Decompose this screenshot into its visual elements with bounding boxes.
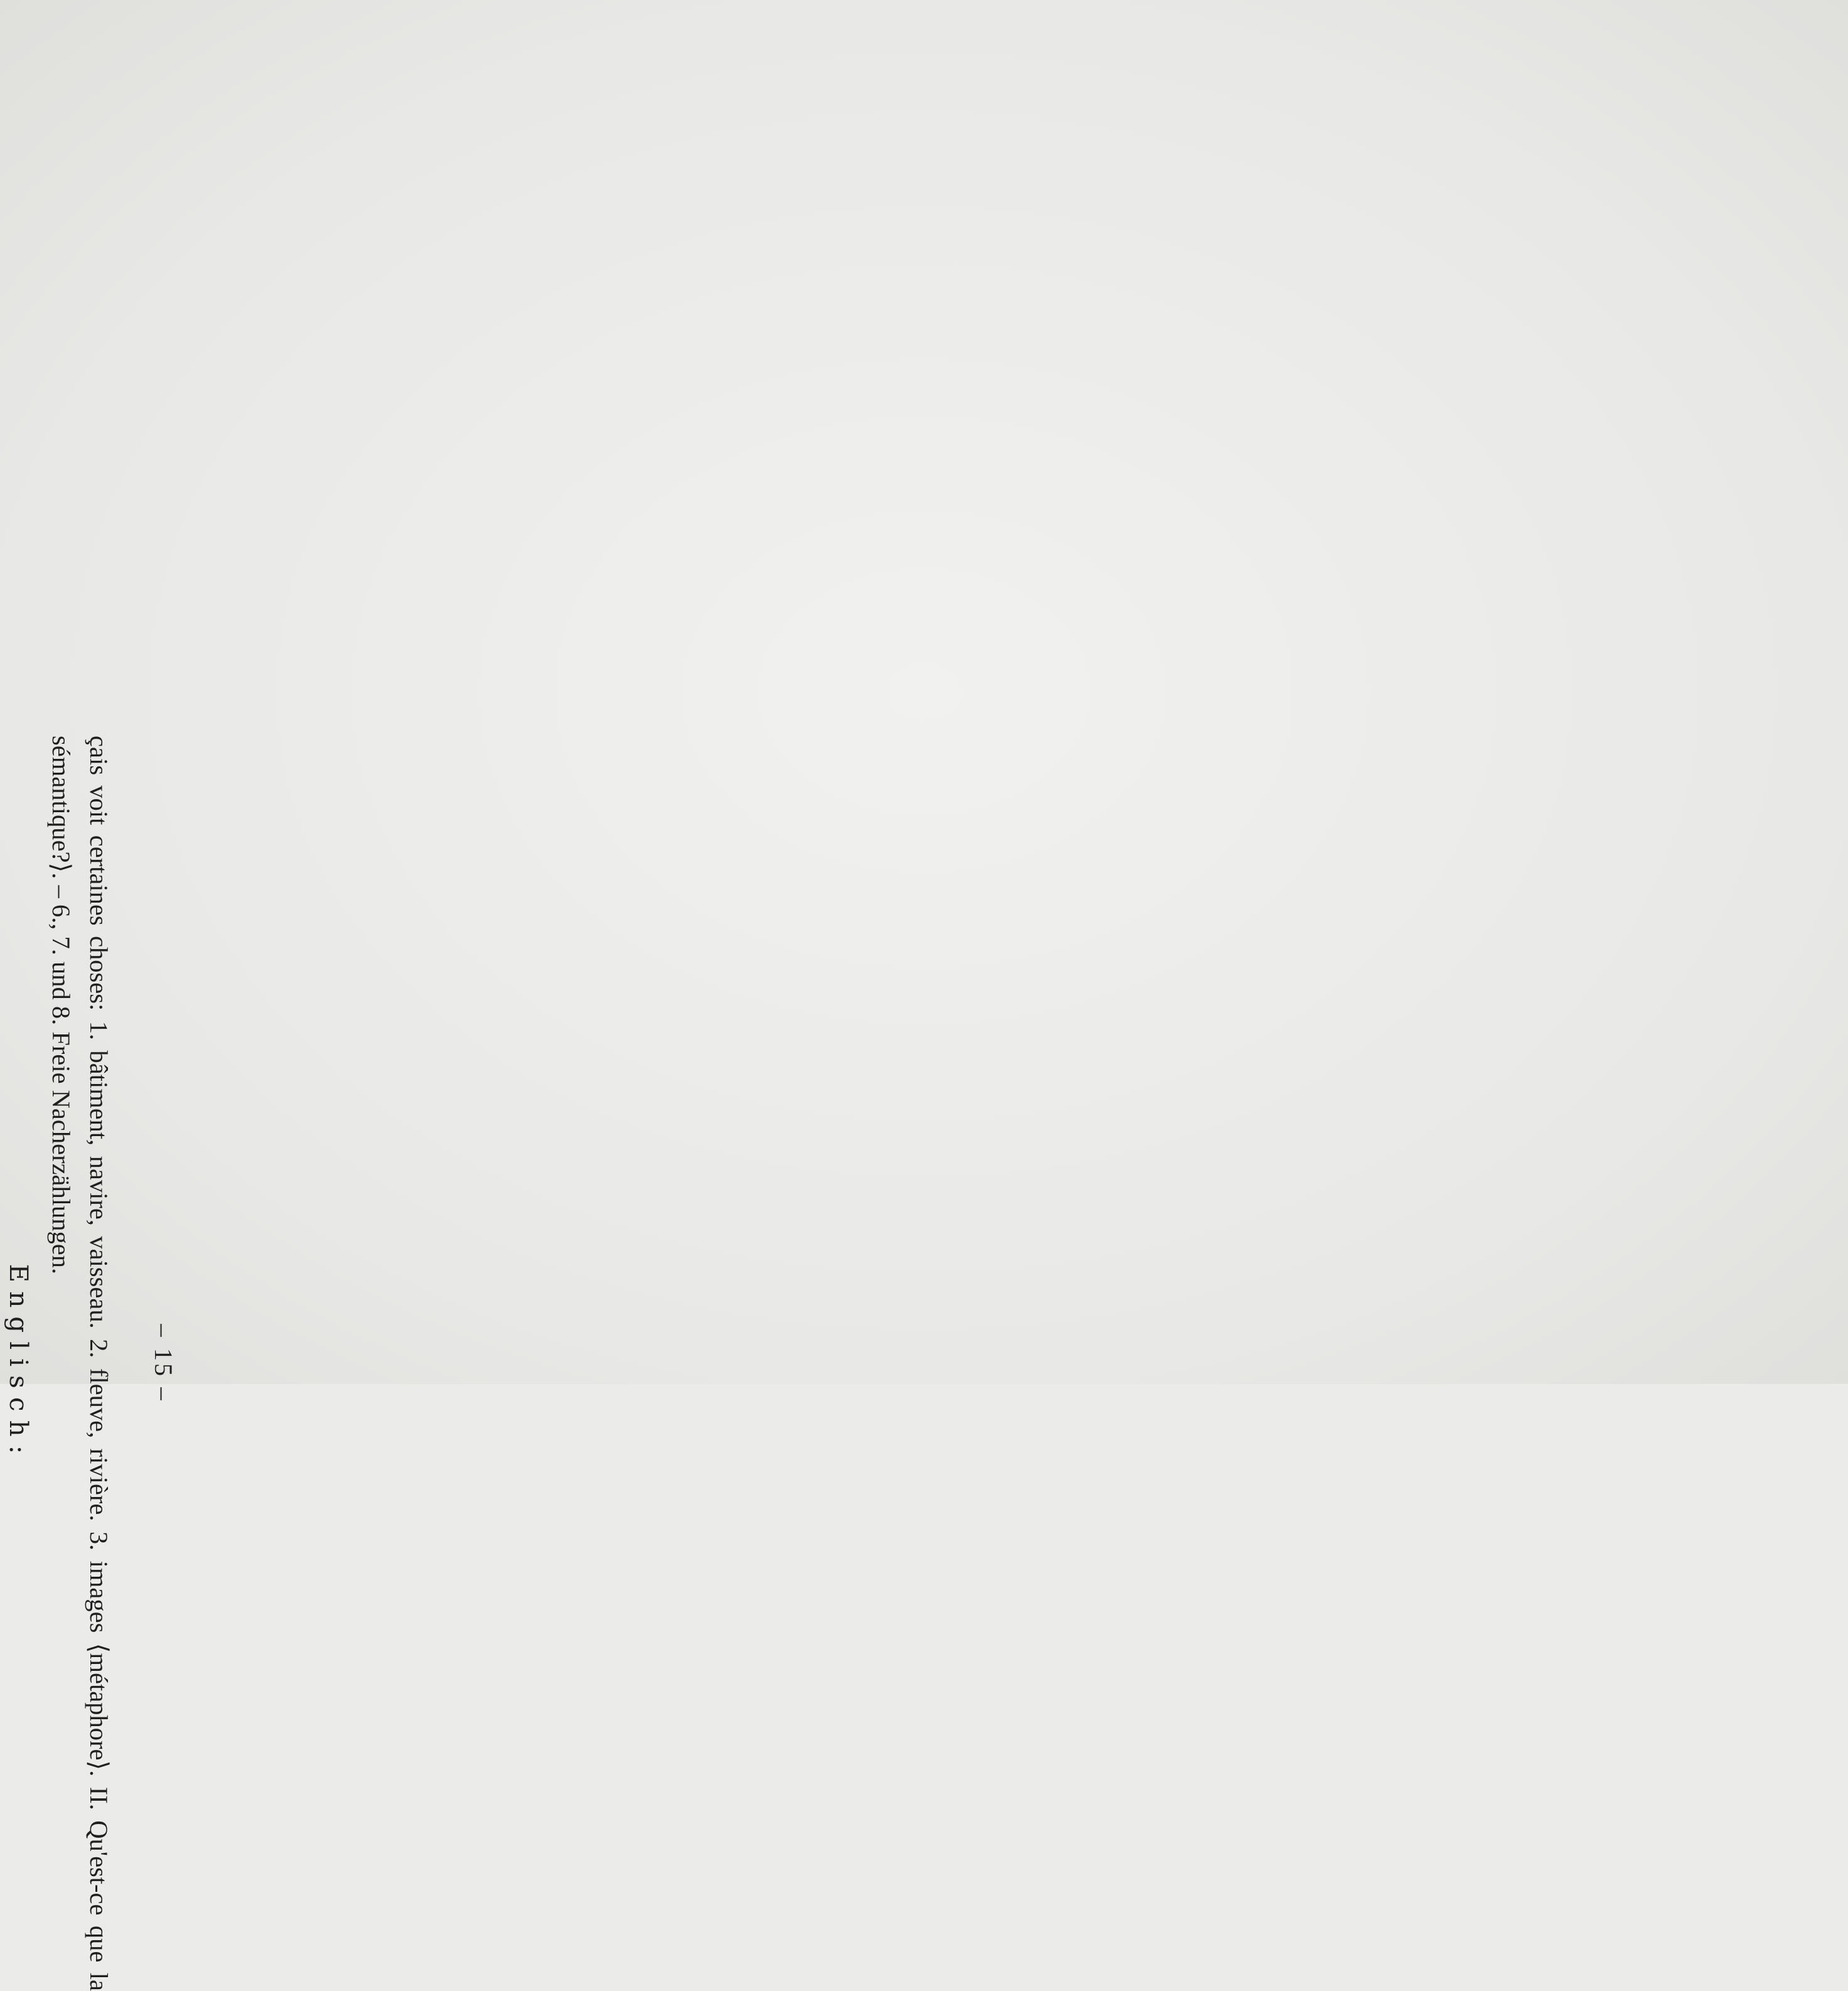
page-text-block (0, 736, 182, 1991)
page-number: – 15 – (149, 1324, 178, 1403)
english-heading-1: Englisch: (4, 1264, 35, 1463)
intro-paragraph: çais voit certaines choses: 1. bâtiment, navire, vaisseau. 2. fleuve, rivière. 3. images ⟨métaphore⟩. II. Qu'est-ce que la sémantique?⟩. – 6., 7. und 8. Freie Nacherzählungen. (47, 736, 114, 1991)
